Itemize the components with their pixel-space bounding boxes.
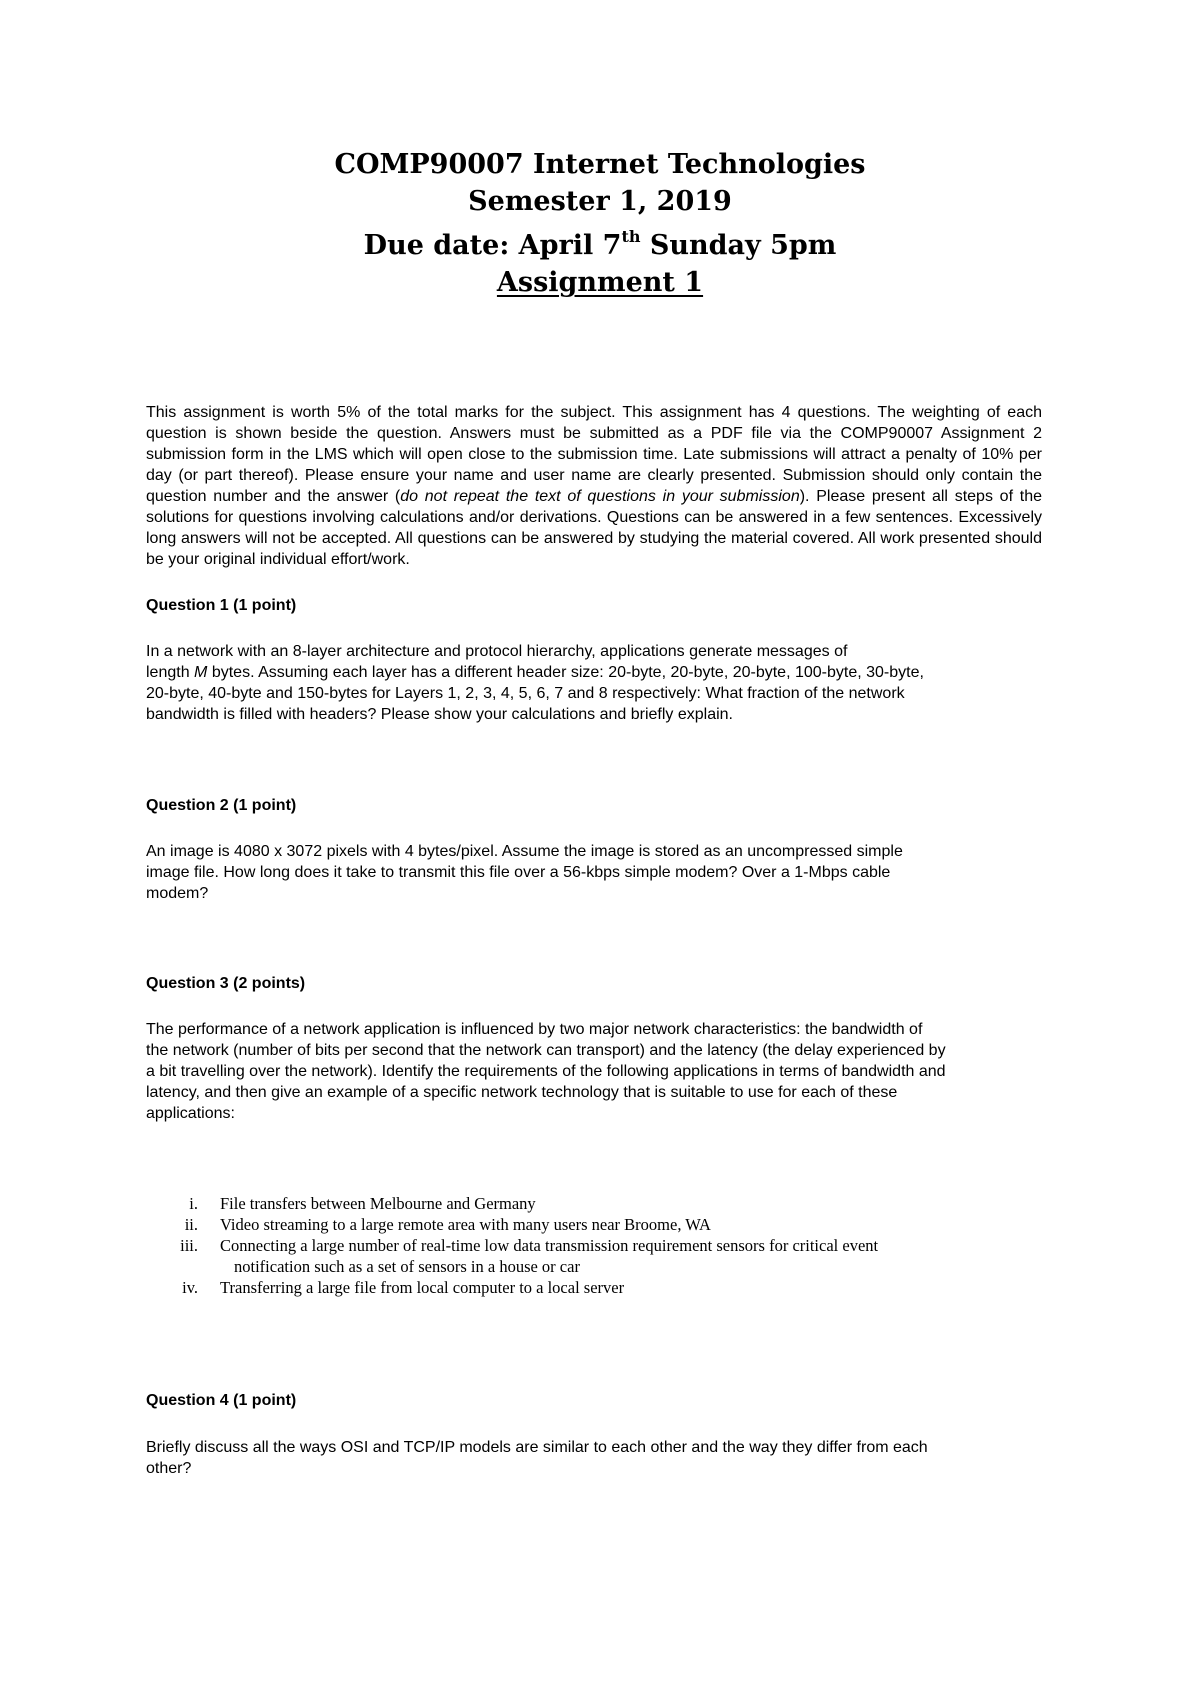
question-3-list: [146, 1193, 1066, 1298]
list-item: iii. Connecting a large number of real-time low data transmission requirement sensors for critical event notification such as a set of sensors in a house or car: [180, 1236, 879, 1276]
question-4-text: Briefly discuss all the ways OSI and TCP/IP models are similar to each other and the way they differ from each other?: [146, 1439, 928, 1477]
question-4-title: Question 4 (1 point): [146, 1392, 297, 1409]
course-title: COMP90007 Internet Technologies: [334, 149, 866, 180]
list-item: i. File transfers between Melbourne and Germany: [189, 1194, 536, 1213]
question-2-text: An image is 4080 x 3072 pixels with 4 bytes/pixel. Assume the image is stored as an uncompressed simple image file. How long does it take to transmit this file over a 56-kbps simple modem? Over a 1-Mbps cable modem?: [146, 843, 903, 902]
question-3-text: The performance of a network application is influenced by two major network characteristics: the bandwidth of the network (number of bits per second that the network can transport) and the latency (the delay experienced by a bit travelling over the network). Identify the requirements of the following applications in terms of bandwidth and latency, and then give an example of a specific network technology that is suitable to use for each of these applications:: [146, 1021, 946, 1122]
intro-paragraph: This assignment is worth 5% of the total marks for the subject. This assignment has 4 questions. The weighting of each question is shown beside the question. Answers must be submitted as a PDF file via the COMP90007 Assignment 2 submission form in the LMS which will open close to the submission time. Late submissions will attract a penalty of 10% per day (or part thereof). Please ensure your name and user name are clearly presented. Submission should only contain the question number and the answer (do not repeat the text of questions in your submission). Please present all steps of the solutions for questions involving calculations and/or derivations. Questions can be answered in a few sentences. Excessively long answers will not be accepted. All questions can be answered by studying the material covered. All work presented should be your original individual effort/work.: [146, 404, 1043, 568]
question-1-title: Question 1 (1 point): [146, 597, 297, 614]
question-2-title: Question 2 (1 point): [146, 797, 297, 814]
due-date-line: Due date: April 7th Sunday 5pm: [363, 227, 837, 261]
question-1-text: In a network with an 8-layer architecture and protocol hierarchy, applications generate messages of length M bytes. Assuming each layer has a different header size: 20-byte, 20-byte, 20-byte, 100-byte, 30-byte, 20-byte, 40-byte and 150-bytes for Layers 1, 2, 3, 4, 5, 6, 7 and 8 respectively: What fraction of the network bandwidth is filled with headers? Please show your calculations and briefly explain.: [146, 643, 924, 723]
list-item: iv. Transferring a large file from local computer to a local server: [182, 1278, 625, 1297]
assignment-title: Assignment 1: [496, 267, 704, 298]
list-item: ii. Video streaming to a large remote area with many users near Broome, WA: [184, 1215, 711, 1234]
question-3-title: Question 3 (2 points): [146, 975, 306, 992]
semester-line: Semester 1, 2019: [468, 186, 732, 217]
document-header: [0, 146, 1200, 301]
